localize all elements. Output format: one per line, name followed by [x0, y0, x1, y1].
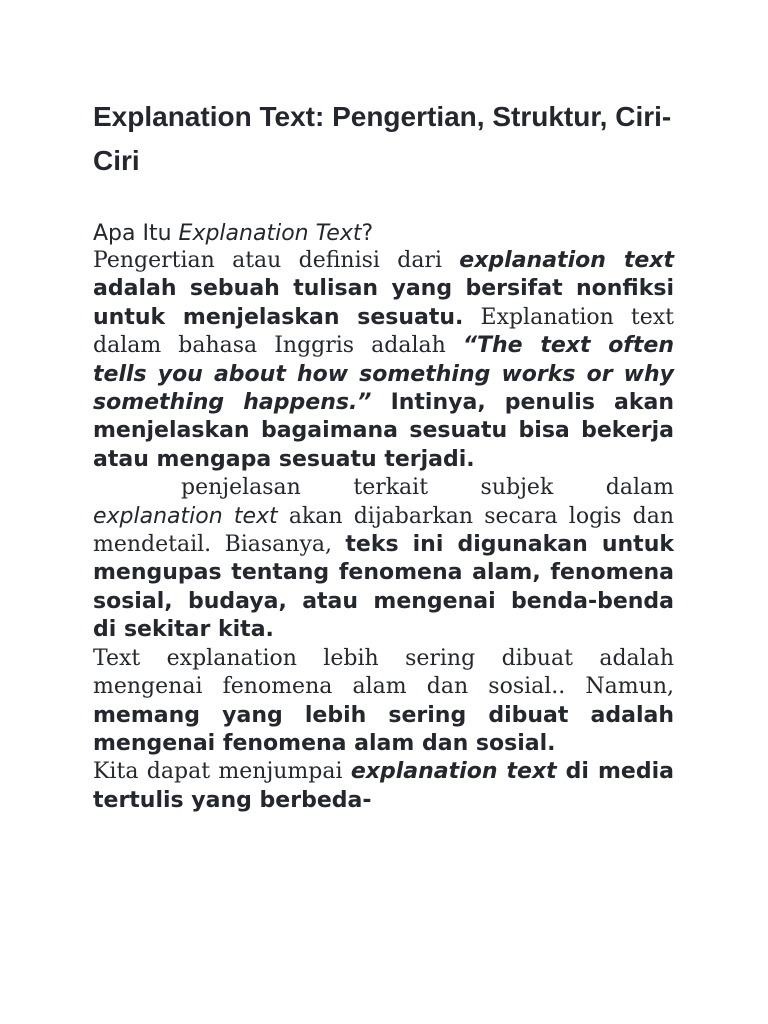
p3-bold: memang yang lebih sering dibuat adalah mengenai fenomena alam dan sosial. — [93, 702, 674, 756]
p4-term: explanation text — [350, 759, 557, 785]
section-heading — [93, 221, 674, 247]
page-title: Explanation Text: Pengertian, Struktur, Ciri-Ciri — [93, 101, 672, 176]
paragraph-explanation — [93, 474, 674, 644]
p1-summary: Intinya, penulis akan menjelaskan bagaimana sesuatu bisa bekerja atau mengapa sesuatu terjadi. — [93, 390, 674, 472]
p3-text-1: Text explanation lebih sering dibuat adalah mengenai fenomena alam dan sosial.. Namun, — [93, 645, 674, 700]
p2-term: explanation text — [93, 503, 278, 529]
p4-text-1: Kita dapat menjumpai — [93, 759, 351, 785]
heading-suffix: ? — [361, 221, 374, 246]
paragraph-definition — [93, 247, 674, 474]
p2-bold: teks ini digunakan untuk mengupas tentang fenomena alam, fenomena sosial, budaya, atau mengenai benda-benda di sekitar kita. — [93, 532, 674, 643]
paragraph-media — [93, 758, 674, 815]
document-body — [93, 95, 674, 815]
p2-text-2: akan dijabarkan secara logis dan mendetail. Biasanya, — [93, 503, 675, 558]
paragraph-topics — [93, 645, 674, 759]
p1-definition: adalah sebuah tulisan yang bersifat nonfiksi untuk menjelaskan sesuatu. — [93, 276, 674, 330]
p2-text-1: penjelasan terkait subjek dalam — [181, 475, 674, 501]
p1-text-2: Explanation text dalam bahasa Inggris adalah — [93, 304, 674, 359]
p1-term: explanation text — [459, 248, 674, 273]
heading-italic: Explanation Text — [178, 221, 362, 246]
p1-quote: “The text often tells you about how something works or why something happens.” — [93, 333, 674, 416]
p4-bold: di media tertulis yang berbeda- — [93, 759, 674, 813]
p1-text-1: Pengertian atau definisi dari — [93, 248, 460, 273]
heading-prefix: Apa Itu — [93, 221, 179, 246]
